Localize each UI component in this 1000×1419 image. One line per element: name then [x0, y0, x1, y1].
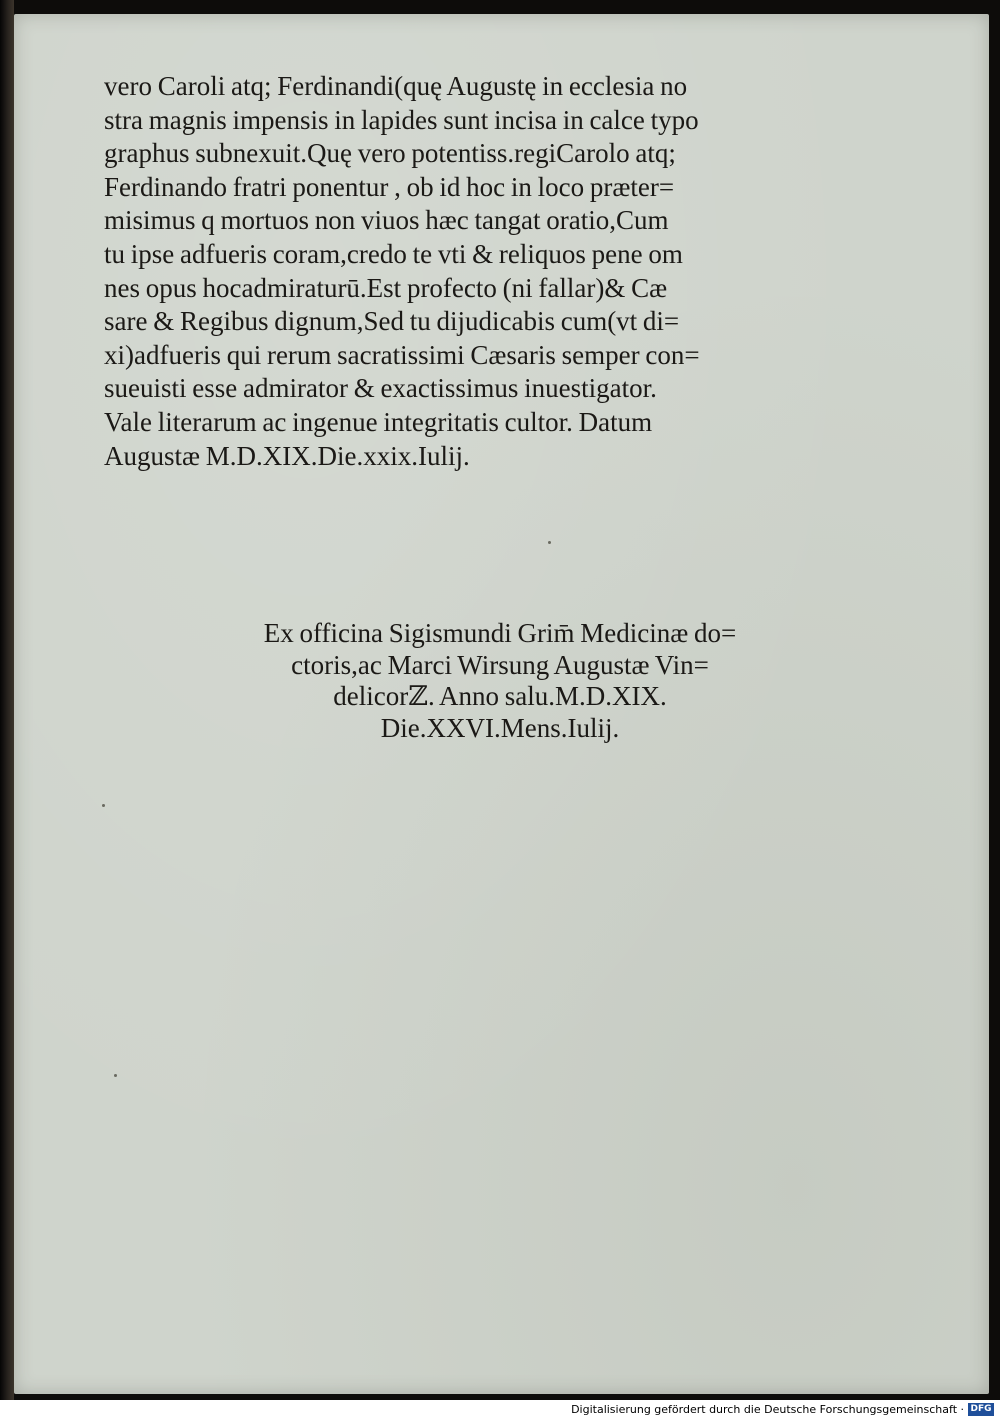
paper-speck — [102, 804, 105, 807]
body-line: misimus q mortuos non viuos hæc tangat oratio,Cum — [104, 205, 669, 236]
funding-credit: Digitalisierung gefördert durch die Deutsche Forschungsgemeinschaft · — [571, 1403, 964, 1416]
body-line: vero Caroli atq; Ferdinandi(quę Augustę in ecclesia no — [104, 71, 688, 101]
body-line: sare & Regibus dignum,Sed tu dijudicabis cum(vt di= — [104, 306, 680, 337]
letter-body — [104, 70, 804, 473]
body-line: stra magnis impensis in lapides sunt incisa in calce typo — [104, 104, 699, 135]
body-line: sueuisti esse admirator & exactissimus inuestigator. — [104, 373, 657, 404]
dfg-logo[interactable]: DFG — [968, 1403, 994, 1416]
body-line: xi)adfueris qui rerum sacratissimi Cæsaris semper con= — [104, 339, 700, 370]
colophon-line: ctoris,ac Marci Wirsung Augustæ Vin= — [291, 649, 709, 680]
paper-speck — [114, 1074, 117, 1077]
paper-speck — [548, 541, 551, 544]
colophon — [0, 618, 1000, 744]
body-line: Vale literarum ac ingenue integritatis cultor. Datum — [104, 406, 653, 437]
body-line: nes opus hocadmiraturū.Est profecto (ni fallar)& Cæ — [104, 272, 668, 303]
body-line: tu ipse adfueris coram,credo te vti & reliquos pene om — [104, 238, 683, 269]
colophon-line: Die.XXVI.Mens.Iulij. — [380, 712, 620, 743]
body-line: graphus subnexuit.Quę vero potentiss.regiCarolo atq; — [104, 138, 676, 169]
colophon-line: Ex officina Sigismundi Grim̄ Medicinæ do= — [263, 618, 737, 648]
body-line: Ferdinando fratri ponentur , ob id hoc in loco præter= — [104, 171, 675, 202]
body-line: Augustæ M.D.XIX.Die.xxix.Iulij. — [104, 440, 470, 471]
colophon-line: delicorℤ. Anno salu.M.D.XIX. — [333, 681, 667, 711]
footer-bar — [0, 1400, 1000, 1419]
